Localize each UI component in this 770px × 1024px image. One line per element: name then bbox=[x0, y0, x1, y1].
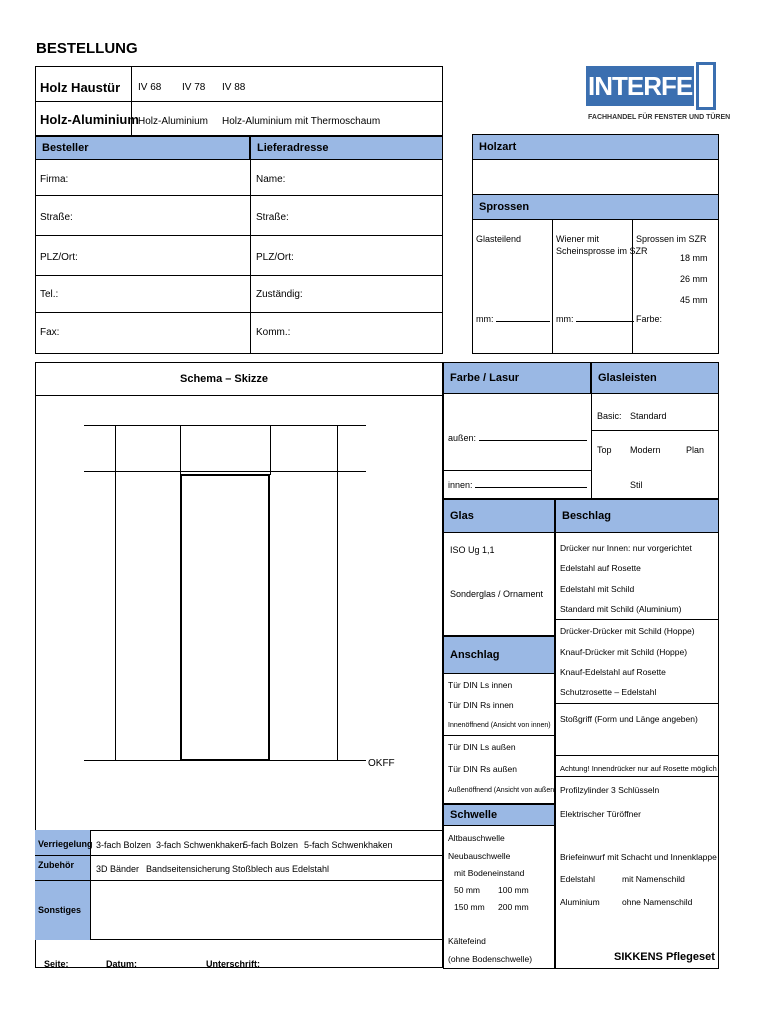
liefer-komm[interactable]: Komm.: bbox=[256, 327, 291, 338]
beschlag-profilzylinder[interactable]: Profilzylinder 3 Schlüsseln bbox=[560, 785, 660, 795]
glas-sonder[interactable]: Sonderglas / Ornament bbox=[450, 589, 544, 599]
schwelle-50[interactable]: 50 mm bbox=[454, 885, 480, 895]
beschlag-item-1[interactable]: Edelstahl auf Rosette bbox=[560, 563, 641, 573]
checkbox-iv88[interactable]: IV 88 bbox=[222, 82, 246, 93]
besteller-plz[interactable]: PLZ/Ort: bbox=[40, 252, 78, 263]
checkbox-holzalu[interactable]: Holz-Aluminium bbox=[138, 116, 209, 127]
glas-iso[interactable]: ISO Ug 1,1 bbox=[450, 545, 495, 555]
besteller-tel[interactable]: Tel.: bbox=[40, 289, 59, 300]
beschlag-aluminium[interactable]: Aluminium bbox=[560, 897, 600, 907]
sikkens-pflegeset[interactable]: SIKKENS Pflegeset bbox=[614, 951, 715, 963]
seite-label: Seite: bbox=[44, 959, 69, 969]
anschlag-rs-innen[interactable]: Tür DIN Rs innen bbox=[448, 700, 514, 710]
schwelle-200[interactable]: 200 mm bbox=[498, 902, 529, 912]
sprossen-26mm[interactable]: 26 mm bbox=[680, 274, 708, 284]
sonstiges-label: Sonstiges bbox=[38, 905, 82, 915]
type-label-holz: Holz Haustür bbox=[40, 80, 121, 95]
beschlag-item-2[interactable]: Edelstahl mit Schild bbox=[560, 584, 635, 594]
checkbox-iv68[interactable]: IV 68 bbox=[138, 82, 162, 93]
schwelle-kaelte[interactable]: Kältefeind bbox=[448, 936, 486, 946]
liefer-zustaendig[interactable]: Zuständig: bbox=[256, 289, 303, 300]
datum-label: Datum: bbox=[106, 959, 137, 969]
glasleisten-plan[interactable]: Plan bbox=[686, 445, 705, 455]
schwelle-boden1: mit Bodeneinstand bbox=[454, 868, 525, 878]
anschlag-ls-aussen[interactable]: Tür DIN Ls außen bbox=[448, 742, 516, 752]
beschlag-mit-namenschild[interactable]: mit Namenschild bbox=[622, 874, 685, 884]
glasleisten-standard[interactable]: Standard bbox=[630, 411, 667, 421]
verriegelung-label: Verriegelung bbox=[38, 839, 93, 849]
door-sketch bbox=[180, 474, 270, 761]
beschlag-item-5[interactable]: Knauf-Drücker mit Schild (Hoppe) bbox=[560, 647, 688, 657]
anschlag-innen-note: Innenöffnend (Ansicht von innen) bbox=[448, 722, 551, 729]
sketch-line bbox=[115, 425, 116, 760]
schwelle-150[interactable]: 150 mm bbox=[454, 902, 485, 912]
sprossen-mm1[interactable]: mm: bbox=[476, 313, 550, 325]
schwelle-neu[interactable]: Neubauschwelle bbox=[448, 851, 511, 861]
verr-3fach-bolzen[interactable]: 3-fach Bolzen bbox=[96, 840, 152, 850]
anschlag-aussen-note: Außenöffnend (Ansicht von außen) bbox=[448, 787, 557, 794]
schwelle-alt[interactable]: Altbauschwelle bbox=[448, 833, 505, 843]
zub-stossblech[interactable]: Stoßblech aus Edelstahl bbox=[232, 864, 330, 874]
sprossen-header: Sprossen bbox=[472, 194, 719, 220]
schwelle-header: Schwelle bbox=[443, 804, 555, 826]
verr-5fach-haken[interactable]: 5-fach Schwenkhaken bbox=[304, 840, 393, 850]
glasleisten-basic: Basic: bbox=[597, 411, 622, 421]
schwelle-100[interactable]: 100 mm bbox=[498, 885, 529, 895]
schema-header: Schema – Skizze bbox=[180, 373, 269, 385]
anschlag-header: Anschlag bbox=[443, 636, 555, 674]
logo-name: INTERFEN bbox=[588, 71, 710, 101]
liefer-plz[interactable]: PLZ/Ort: bbox=[256, 252, 294, 263]
sprossen-szr: Sprossen im SZR bbox=[636, 234, 707, 244]
sprossen-45mm[interactable]: 45 mm bbox=[680, 295, 708, 305]
sprossen-wiener-l2: Scheinsprosse im SZR bbox=[556, 246, 648, 256]
besteller-strasse[interactable]: Straße: bbox=[40, 212, 73, 223]
beschlag-tueroeffner[interactable]: Elektrischer Türöffner bbox=[560, 809, 641, 819]
anschlag-rs-aussen[interactable]: Tür DIN Rs außen bbox=[448, 764, 517, 774]
beschlag-briefeinwurf: Briefeinwurf mit Schacht und Innenklappe bbox=[560, 852, 717, 862]
beschlag-item-4[interactable]: Drücker-Drücker mit Schild (Hoppe) bbox=[560, 626, 695, 636]
farbe-aussen[interactable]: außen: bbox=[448, 432, 587, 444]
beschlag-header: Beschlag bbox=[555, 499, 719, 533]
beschlag-ohne-namenschild[interactable]: ohne Namenschild bbox=[622, 897, 693, 907]
farbe-header: Farbe / Lasur bbox=[443, 362, 591, 394]
type-label-holzalu: Holz-Aluminium bbox=[40, 112, 139, 127]
anschlag-ls-innen[interactable]: Tür DIN Ls innen bbox=[448, 680, 513, 690]
sketch-line bbox=[84, 471, 366, 472]
beschlag-stossgriff[interactable]: Stoßgriff (Form und Länge angeben) bbox=[560, 714, 698, 724]
verr-5fach-bolzen[interactable]: 5-fach Bolzen bbox=[243, 840, 299, 850]
logo-tagline: FACHHANDEL FÜR FENSTER UND TÜREN bbox=[588, 114, 731, 121]
checkbox-iv78[interactable]: IV 78 bbox=[182, 82, 206, 93]
sketch-line bbox=[84, 425, 366, 426]
address-box bbox=[35, 136, 443, 354]
beschlag-edelstahl[interactable]: Edelstahl bbox=[560, 874, 595, 884]
beschlag-item-3[interactable]: Standard mit Schild (Aluminium) bbox=[560, 604, 682, 614]
sketch-line bbox=[337, 425, 338, 760]
liefer-name[interactable]: Name: bbox=[256, 174, 286, 185]
besteller-header: Besteller bbox=[35, 136, 250, 160]
glasleisten-modern[interactable]: Modern bbox=[630, 445, 661, 455]
unterschrift-label: Unterschrift: bbox=[206, 959, 261, 969]
zub-3d-baender[interactable]: 3D Bänder bbox=[96, 864, 140, 874]
schwelle-ohne: (ohne Bodenschwelle) bbox=[448, 954, 533, 964]
sprossen-mm2[interactable]: mm: bbox=[556, 313, 634, 325]
beschlag-achtung: Achtung! Innendrücker nur auf Rosette möglich bbox=[560, 764, 717, 773]
logo-window-icon bbox=[696, 62, 716, 110]
beschlag-item-7[interactable]: Schutzrosette – Edelstahl bbox=[560, 687, 657, 697]
glas-header: Glas bbox=[443, 499, 555, 533]
sprossen-farbe: Farbe: bbox=[636, 314, 663, 324]
page-title: BESTELLUNG bbox=[36, 40, 138, 57]
glasleisten-header: Glasleisten bbox=[591, 362, 719, 394]
zub-bandseiten[interactable]: Bandseitensicherung bbox=[146, 864, 231, 874]
okff-label: OKFF bbox=[368, 758, 395, 769]
zubehoer-label: Zubehör bbox=[38, 860, 74, 870]
beschlag-item-6[interactable]: Knauf-Edelstahl auf Rosette bbox=[560, 667, 666, 677]
liefer-strasse[interactable]: Straße: bbox=[256, 212, 289, 223]
sprossen-glasteilend: Glasteilend bbox=[476, 234, 522, 244]
lieferadresse-header: Lieferadresse bbox=[250, 136, 443, 160]
logo bbox=[586, 62, 731, 124]
holzart-header: Holzart bbox=[472, 134, 719, 160]
checkbox-holzalu-thermo[interactable]: Holz-Aluminium mit Thermoschaum bbox=[222, 116, 381, 127]
besteller-fax[interactable]: Fax: bbox=[40, 327, 60, 338]
glasleisten-stil[interactable]: Stil bbox=[630, 480, 643, 490]
beschlag-item-0[interactable]: Drücker nur Innen: nur vorgerichtet bbox=[560, 543, 692, 553]
verr-3fach-haken[interactable]: 3-fach Schwenkhaken bbox=[156, 840, 245, 850]
farbe-innen[interactable]: innen: bbox=[448, 479, 587, 491]
besteller-firma[interactable]: Firma: bbox=[40, 174, 69, 185]
glasleisten-top: Top bbox=[597, 445, 612, 455]
sprossen-wiener-l1: Wiener mit bbox=[556, 234, 600, 244]
sprossen-18mm[interactable]: 18 mm bbox=[680, 253, 708, 263]
